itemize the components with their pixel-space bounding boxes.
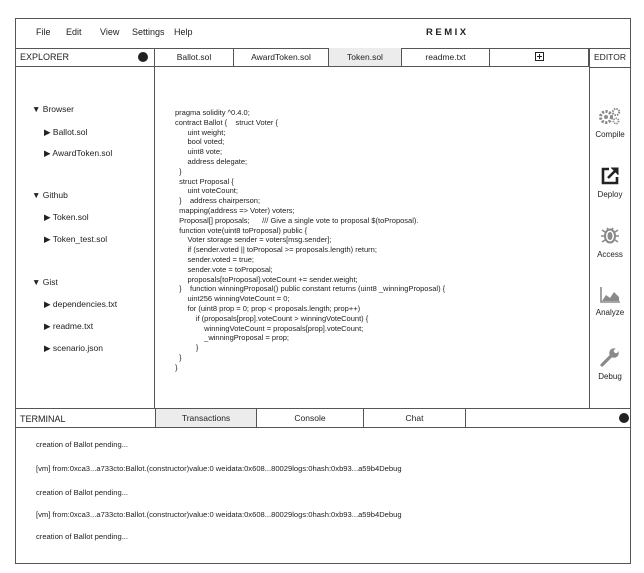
analyze-label: Analyze	[595, 308, 625, 317]
tab-transactions[interactable]: Transactions	[155, 409, 256, 427]
new-tab-button[interactable]	[490, 48, 589, 66]
gears-icon	[598, 106, 622, 126]
menu-view[interactable]: View	[100, 27, 120, 37]
editor-tabs	[155, 48, 589, 67]
external-link-icon	[600, 166, 620, 186]
log-line: creation of Ballot pending...	[36, 488, 129, 497]
tree-file-scenario[interactable]: ▶ scenario.json	[44, 343, 103, 353]
explorer-header	[16, 48, 155, 67]
tab-awardtoken[interactable]: AwardToken.sol	[234, 48, 329, 66]
compile-label: Compile	[595, 130, 625, 139]
tree-file-readme[interactable]: ▶ readme.txt	[44, 321, 94, 331]
tree-file-awardtoken[interactable]: ▶ AwardToken.sol	[44, 148, 113, 158]
terminal-header	[16, 408, 630, 428]
log-line[interactable]: [vm] from:0xca3...a733cto:Ballot.(constructor)value:0 weidata:0x608...80029logs:0hash:0xb93...a59b4Debug	[36, 510, 402, 519]
debug-button[interactable]	[590, 346, 630, 381]
remix-window	[15, 18, 631, 564]
log-line: creation of Ballot pending...	[36, 532, 129, 541]
tab-token[interactable]: Token.sol	[329, 48, 402, 66]
tree-file-token-test[interactable]: ▶ Token_test.sol	[44, 234, 108, 244]
log-line: creation of Ballot pending...	[36, 440, 129, 449]
tab-readme[interactable]: readme.txt	[402, 48, 490, 66]
deploy-button[interactable]	[590, 166, 630, 199]
menu-edit[interactable]: Edit	[66, 27, 82, 37]
bug-icon	[599, 224, 621, 246]
tree-file-ballot[interactable]: ▶ Ballot.sol	[44, 127, 88, 137]
tab-ballot[interactable]: Ballot.sol	[155, 48, 234, 66]
menubar	[16, 19, 630, 49]
add-icon	[535, 52, 544, 61]
app-brand: REMIX	[426, 27, 469, 38]
menu-settings[interactable]: Settings	[132, 27, 165, 37]
area-chart-icon	[599, 286, 621, 304]
file-explorer	[16, 67, 155, 408]
explorer-more-icon[interactable]	[138, 52, 148, 62]
explorer-title: EXPLORER	[20, 52, 70, 62]
tree-group-github[interactable]: ▼ Github	[32, 190, 68, 200]
code-content: pragma solidity ^0.4.0; contract Ballot { struct Voter { uint weight; bool voted; uint8 vote; address delegate; } struct Proposal { uint voteCount; } address chairperson; mapping(address => Voter) voters; Proposal[] proposals; /// Give a single vote to proposal $(toProposal). function vote(uint8 toProposal) public { Voter storage sender = voters[msg.sender]; if (sender.voted || toProposal >= proposals.length) return; sender.voted = true; sender.vote = toProposal; proposals[toProposal].voteCount += sender.weight; } function winningProposal() public constant returns (uint8 _winningProposal) { uint256 winningVoteCount = 0; for (uint8 prop = 0; prop < proposals.length; prop++) if (proposals[prop].voteCount > winningVoteCount) { winningVoteCount = proposals[prop].voteCount; _winningProposal = prop; } } }	[175, 108, 446, 372]
analyze-button[interactable]	[590, 286, 630, 317]
compile-button[interactable]	[590, 106, 630, 139]
menu-file[interactable]: File	[36, 27, 51, 37]
editor-panel-title: EDITOR	[590, 48, 630, 68]
access-label: Access	[597, 250, 623, 259]
menu-help[interactable]: Help	[174, 27, 193, 37]
tree-group-browser[interactable]: ▼ Browser	[32, 104, 74, 114]
right-panel	[589, 48, 630, 408]
tab-console[interactable]: Console	[256, 409, 363, 427]
tree-group-gist[interactable]: ▼ Gist	[32, 277, 58, 287]
code-editor[interactable]	[155, 67, 589, 408]
terminal-more-icon[interactable]	[619, 413, 629, 423]
log-line[interactable]: [vm] from:0xca3...a733cto:Ballot.(constructor)value:0 weidata:0x608...80029logs:0hash:0xb93...a59b4Debug	[36, 464, 402, 473]
tree-file-dependencies[interactable]: ▶ dependencies.txt	[44, 299, 118, 309]
tree-file-token[interactable]: ▶ Token.sol	[44, 212, 89, 222]
terminal-title: TERMINAL	[20, 414, 66, 424]
deploy-label: Deploy	[597, 190, 623, 199]
access-button[interactable]	[590, 224, 630, 259]
wrench-icon	[599, 346, 621, 368]
debug-label: Debug	[598, 372, 622, 381]
tab-chat[interactable]: Chat	[363, 409, 466, 427]
